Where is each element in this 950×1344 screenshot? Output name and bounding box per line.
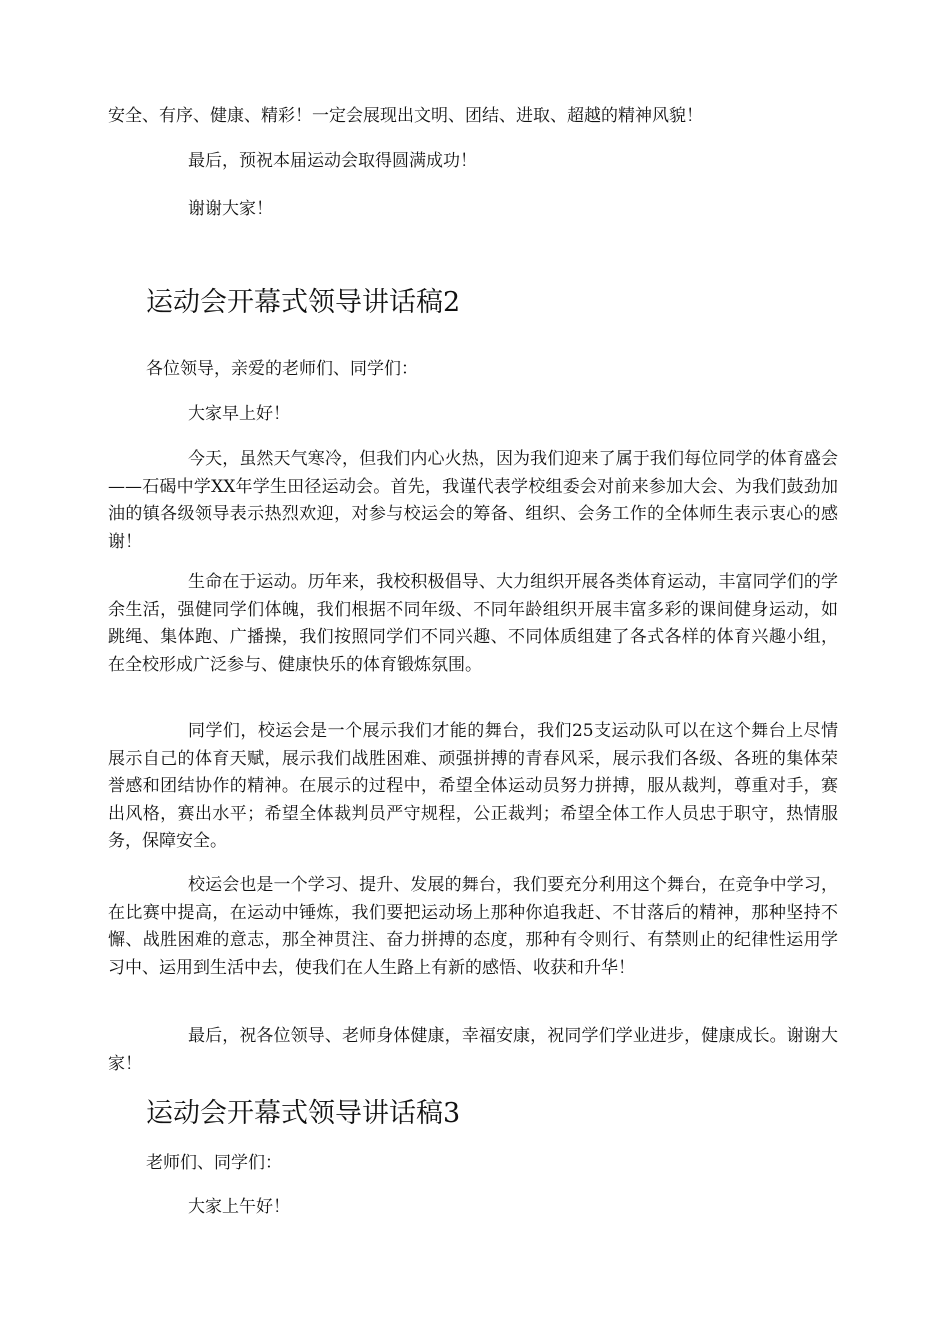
speech-2-title: 运动会开幕式领导讲话稿2	[146, 287, 461, 318]
paragraph-wishes: 最后，预祝本届运动会取得圆满成功！	[188, 151, 477, 171]
speech-2-paragraph-1: 今天，虽然天气寒冷，但我们内心火热，因为我们迎来了属于我们每位同学的体育盛会——石碣中学XX年学生田径运动会。首先，我谨代表学校组委会对前来参加大会、为我们鼓劲加油的镇各级领导表示热烈欢迎，对参与校运会的筹备、组织、会务工作的全体师生表示衷心的感谢！	[108, 449, 838, 552]
paragraph-closing-line: 安全、有序、健康、精彩！一定会展现出文明、团结、进取、超越的精神风貌！	[108, 106, 703, 126]
speech-2-paragraph-2: 生命在于运动。历年来，我校积极倡导、大力组织开展各类体育运动，丰富同学们的学余生活，强健同学们体魄，我们根据不同年级、不同年龄组织开展丰富多彩的课间健身运动，如跳绳、集体跑、广播操，我们按照同学们不同兴趣、不同体质组建了各式各样的体育兴趣小组，在全校形成广泛参与、健康快乐的体育锻炼氛围。	[108, 572, 838, 675]
speech-2-paragraph-4: 校运会也是一个学习、提升、发展的舞台，我们要充分利用这个舞台，在竞争中学习，在比赛中提高，在运动中锤炼，我们要把运动场上那种你追我赶、不甘落后的精神，那种坚持不懈、战胜困难的意志，那全神贯注、奋力拼搏的态度，那种有令则行、有禁则止的纪律性运用学习中、运用到生活中去，使我们在人生路上有新的感悟、收获和升华！	[108, 875, 838, 978]
speech-2-salutation: 各位领导，亲爱的老师们、同学们：	[146, 359, 418, 379]
speech-3-greeting: 大家上午好！	[188, 1197, 290, 1217]
speech-2-paragraph-5: 最后，祝各位领导、老师身体健康，幸福安康，祝同学们学业进步，健康成长。谢谢大家！	[108, 1026, 838, 1074]
speech-2-greeting: 大家早上好！	[188, 404, 290, 424]
speech-3-title: 运动会开幕式领导讲话稿3	[146, 1098, 461, 1129]
speech-3-salutation: 老师们、同学们：	[146, 1153, 282, 1173]
speech-2-paragraph-3: 同学们，校运会是一个展示我们才能的舞台，我们25支运动队可以在这个舞台上尽情展示自己的体育天赋，展示我们战胜困难、顽强拼搏的青春风采，展示我们各级、各班的集体荣誉感和团结协作的精神。在展示的过程中，希望全体运动员努力拼搏，服从裁判，尊重对手，赛出风格，赛出水平；希望全体裁判员严守规程，公正裁判；希望全体工作人员忠于职守，热情服务，保障安全。	[108, 721, 838, 851]
paragraph-thanks: 谢谢大家！	[188, 199, 273, 219]
